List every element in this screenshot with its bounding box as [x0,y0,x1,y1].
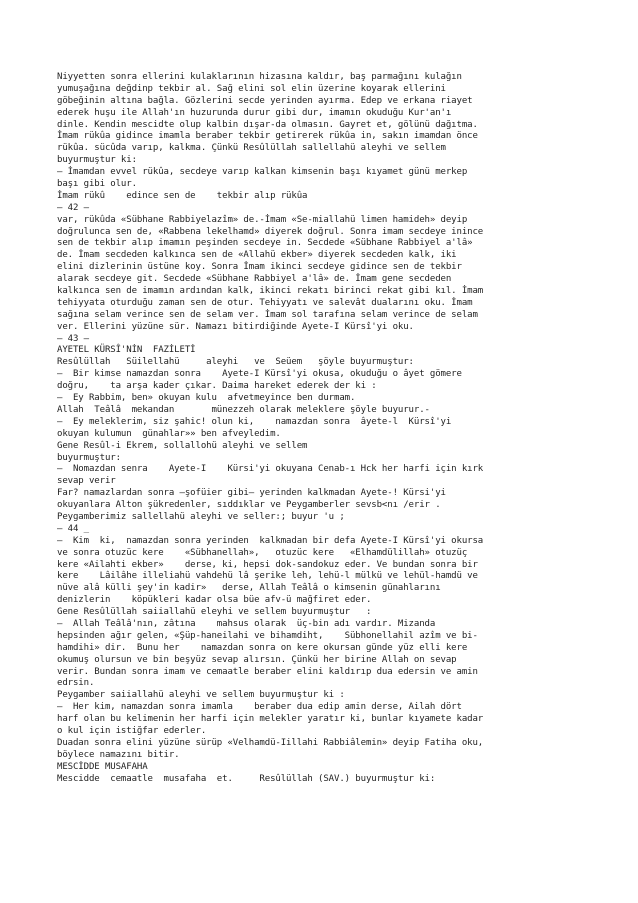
text-line: hepsinden ağır gelen, «Şüp-haneilahi ve bihamdiht, Sübhonellahil azîm ve bi- [57,630,478,641]
text-line: sen de tekbir alıp imamın peşinden secdeye in. Secdede «Sübhane Rabbiyel a'lâ» [57,238,473,249]
text-line: dinle. Kendin mescidte olup kalbin dışar-da olmasın. Gayret et, gölünü dağıtma. [57,119,478,130]
text-line: Allah Teâlâ mekandan münezzeh olarak meleklere şöyle buyurur.- [57,404,430,415]
text-line: — İmamdan evvel rükûa, secdeye varıp kalkan kimsenin başı kıyamet günü merkep [57,167,468,178]
text-line: Mescidde cemaatle musafaha et. Resûlüllah (SAV.) buyurmuştur ki: [57,773,436,784]
text-line: Niyyetten sonra ellerini kulaklarının hizasına kaldır, baş parmağını kulağın [57,72,462,82]
text-line: doğrulunca sen de, «Rabbena lekelhamd» diyerek doğrul. Sonra imam secdeye inince [57,226,484,237]
text-line: harf olan bu kelimenin her harfi için melekler yaratır ki, bunlar kıyamete kadar [57,714,484,725]
text-line: başı gibi olur. [57,179,137,190]
text-line: kere Lâilâhe illeliahü vahdehü lâ şerike leh, lehü-l mülkü ve lehül-hamdü ve [57,571,478,582]
text-line: okuyanlara Alton şükredenler, sıddıklar ve Peygamberler sevsb<nı /erir . [57,500,441,511]
text-line: MESCİDDE MUSAFAHA [57,761,148,772]
text-line: Peygamber saiiallahü aleyhi ve sellem buyurmuştur ki : [57,690,345,701]
text-line: İmam rükûa gidince imamla beraber tekbir getirerek rükûa in, sakın imamdan önce [57,131,478,142]
text-line: — Kim ki, namazdan sonra yerinden kalkmadan bir defa Ayete-I Kürsî'yi okursa [57,535,484,546]
text-line: — 44 _ [57,523,89,534]
text-line: de. İmam secdeden kalkınca sen de «Allahü ekber» diyerek secdeden kalk, iki [57,250,457,261]
text-line: okuyan kulumun günahlar»» ben afveyledim. [57,428,281,439]
text-line: Far? namazlardan sonra —şofüier gibi— yerinden kalkmadan Ayete-! Kürsi'yi [57,488,446,499]
text-line: böylece namazını bitir. [57,749,180,760]
text-line: buyurmuştur: [57,452,121,463]
text-line: sağına selam verince sen de selam ver. İmam sol tarafına selam verince de selam [57,309,478,320]
text-line: denizlerin köpükleri kadar olsa büe afv-ü mağfiret eder. [57,595,372,606]
text-line: okumuş olursun ve bin beşyüz sevap alırsın. Çünkü her birine Allah on sevap [57,654,457,665]
text-line: nüve alâ külli şey'in kadir» derse, Allah Teâlâ o kimsenin günahlarını [57,583,441,594]
text-line: elini dizlerinin üstüne koy. Sonra İmam ikinci secdeye gidince sen de tekbir [57,262,462,273]
text-line: buyurmuştur ki: [57,155,137,166]
text-line: Gene Resûl-i Ekrem, sollallohü aleyhi ve sellem [57,440,308,451]
text-line: Duadan sonra elini yüzüne sürüp «Velhamdü-Iillahi Rabbiâlemin» deyip Fatiha oku, [57,737,484,748]
text-line: rükûa. sücûda varıp, kalkma. Çünkü Resûlüllah sallellahü aleyhi ve sellem [57,143,446,154]
text-line: — 43 — [57,333,89,344]
text-line: — Ey meleklerim, siz şahic! olun ki, namazdan sonra âyete-l Kürsî'yi [57,416,452,427]
text-line: ver. Ellerini yüzüne sür. Namazı bitirdiğinde Ayete-I Kürsî'yi oku. [57,321,414,332]
text-line: Gene Resûlüllah saiiallahü eleyhi ve sellem buyurmuştur : [57,607,372,618]
text-line: ve sonra otuzüc kere «Sübhanellah», otuzüc kere «Elhamdülillah» otuzüç [57,547,468,558]
text-line: — Ey Rabbim, ben» okuyan kulu afvetmeyince ben durmam. [57,393,356,404]
text-line: — Allah Teâlâ'nın, zâtına mahsus olarak üç-bin adı vardır. Mizanda [57,618,436,629]
text-line: — 42 — [57,202,89,213]
text-line: var, rükûda «Sübhane Rabbiyelazîm» de.-İmam «Se-miallahü limen hamideh» deyip [57,214,468,225]
text-line: hamdihi» dir. Bunu her namazdan sonra on kere okursan günde yüz elli kere [57,642,468,653]
text-line: doğru, ta arşa kader çıkar. Daima hareket ederek der ki : [57,381,377,392]
text-line: — Bir kimse namazdan sonra Ayete-I Kürsî'yi okusa, okuduğu o âyet gömere [57,369,462,380]
text-line: tehiyyata oturduğu zaman sen de otur. Tehiyyatı ve salevât dualarını oku. İmam [57,297,473,308]
text-line: alarak secdeye git. Secdede «Sübhane Rabbiyel a'lâ» de. İmam gene secdeden [57,274,452,285]
text-line: İmam rükû edince sen de tekbir alıp rükûa [57,190,308,201]
text-line: Peygamberimiz sallellahü aleyhi ve seller:; buyur 'u ; [57,511,345,522]
text-line: yumuşağına değdinp tekbir al. Sağ elini sol elin üzerine koyarak ellerini [57,83,446,94]
text-line: AYETEL KÜRSÎ'NİN FAZİLETİ [57,345,196,356]
text-line: — Her kim, namazdan sonra imamla beraber dua edip amin derse, Ailah dört [57,702,462,713]
text-line: Resûlüllah Süilellahü aleyhi ve Seüem şöyle buyurmuştur: [57,357,414,368]
text-line: verir. Bundan sonra imam ve cemaatle beraber elini kaldırıp dua edersin ve amin [57,666,478,677]
text-line: kere «Ailahti ekber» derse, ki, hepsi dok-sandokuz eder. Ve bundan sonra bir [57,559,478,570]
text-line: ederek huşu ile Allah'ın huzurunda durur gibi dur, imamın okuduğu Kur'an'ı [57,107,452,118]
text-line: sevap verir [57,476,116,487]
document-page [57,72,587,785]
text-line: edrsin. [57,678,95,689]
text-line: — Nomazdan senra Ayete-I Kürsi'yi okuyana Cenab-ı Hck her harfi için kırk [57,464,484,475]
text-line: kalkınca sen de imamın ardından kalk, ikinci rekatı birinci rekat gibi kıl. İmam [57,286,484,297]
text-line: o kul için istiğfar ederler. [57,725,207,736]
text-line: göbeğinin altına bağla. Gözlerini secde yerinden ayırma. Edep ve erkana riayet [57,95,473,106]
